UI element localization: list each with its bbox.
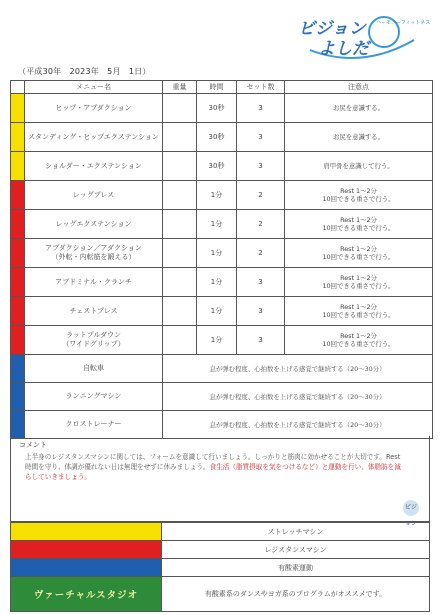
- cardio-note-cell: 息が弾む程度、心拍数を上げる感覚で継続する（20〜30分）: [163, 411, 433, 439]
- category-color-bar: [11, 326, 25, 355]
- category-color-bar: [11, 268, 25, 297]
- menu-name-cell: ラットプルダウン （ワイドグリップ）: [25, 326, 163, 355]
- menu-sets-cell: 3: [237, 152, 285, 181]
- header-cell: メニュー名: [25, 81, 163, 94]
- menu-sets-cell: 3: [237, 297, 285, 326]
- comment-body: 上半身のレジスタンスマシンに関しては、フォームを意識して行いましょう。しっかりと筋肉に効かせることが大切です。Rest時間を守り、体調が優れない日は無理をせずに休みましょう。: [25, 453, 401, 472]
- cardio-note-cell: 息が弾む程度、心拍数を上げる感覚で継続する（20〜30分）: [163, 383, 433, 411]
- category-color-bar: [11, 152, 25, 181]
- menu-weight-cell: [163, 181, 197, 210]
- menu-note-cell: Rest 1〜2分 10回できる重さで行う。: [285, 210, 433, 239]
- cardio-row: [11, 355, 433, 383]
- menu-sets-cell: 3: [237, 326, 285, 355]
- menu-name-cell: スタンディング・ヒップエクステンション: [25, 123, 163, 152]
- menu-sets-cell: 2: [237, 239, 285, 268]
- legend-swatch: [11, 523, 162, 541]
- menu-weight-cell: [163, 268, 197, 297]
- menu-row: [11, 268, 433, 297]
- vision-badge-icon: ビジョン: [403, 500, 419, 516]
- menu-name-cell: レッグプレス: [25, 181, 163, 210]
- menu-time-cell: 1分: [197, 210, 237, 239]
- legend-label: 有酸素運動: [162, 559, 430, 577]
- menu-time-cell: 30秒: [197, 123, 237, 152]
- legend-swatch: [11, 559, 162, 577]
- menu-name-cell: ショルダー・エクステンション: [25, 152, 163, 181]
- header-cell: セット数: [237, 81, 285, 94]
- menu-weight-cell: [163, 326, 197, 355]
- header-cell: 注意点: [285, 81, 433, 94]
- comment-highlight: 食生活（脂質摂取を気をつけるなど）と運動を行い、体脂肪を減らしていきましょう。: [25, 463, 401, 482]
- menu-sets-cell: 2: [237, 181, 285, 210]
- menu-note-cell: 肩甲骨を意識して行う。: [285, 152, 433, 181]
- vision-yoshida-logo: [292, 10, 432, 62]
- comment-title: コメント: [19, 441, 47, 449]
- legend-row: [11, 523, 430, 541]
- menu-name-cell: レッグエクステンション: [25, 210, 163, 239]
- table-header-row: [11, 81, 433, 94]
- svg-text:ビジョン: ビジョン: [298, 19, 366, 39]
- legend-label: レジスタンスマシン: [162, 541, 430, 559]
- category-color-bar: [11, 239, 25, 268]
- color-legend: [10, 522, 430, 612]
- category-color-bar: [11, 355, 25, 383]
- menu-time-cell: 1分: [197, 326, 237, 355]
- studio-description: 有酸素系のダンスやヨガ系のプログラムがオススメです。: [162, 577, 430, 612]
- cardio-note-cell: 息が弾む程度、心拍数を上げる感覚で継続する（20〜30分）: [163, 355, 433, 383]
- menu-row: [11, 181, 433, 210]
- studio-row: [11, 577, 430, 612]
- menu-weight-cell: [163, 210, 197, 239]
- cardio-name-cell: 自転車: [25, 355, 163, 383]
- svg-text:よしだ: よしだ: [318, 39, 369, 59]
- category-color-bar: [11, 297, 25, 326]
- document-date: （平成30年 2023年 5月 1日）: [18, 67, 151, 76]
- menu-sets-cell: 3: [237, 94, 285, 123]
- menu-time-cell: 1分: [197, 268, 237, 297]
- studio-label: ヴァーチャルスタジオ: [11, 577, 162, 612]
- menu-note-cell: お尻を意識する。: [285, 123, 433, 152]
- header-cell: 重量: [163, 81, 197, 94]
- legend-swatch: [11, 541, 162, 559]
- menu-time-cell: 30秒: [197, 152, 237, 181]
- legend-label: ストレッチマシン: [162, 523, 430, 541]
- menu-row: [11, 326, 433, 355]
- category-color-bar: [11, 94, 25, 123]
- training-menu-table: [10, 80, 433, 439]
- menu-row: [11, 94, 433, 123]
- cardio-row: [11, 411, 433, 439]
- menu-row: [11, 210, 433, 239]
- menu-row: [11, 239, 433, 268]
- category-color-bar: [11, 210, 25, 239]
- menu-name-cell: ヒップ・アブダクション: [25, 94, 163, 123]
- legend-row: [11, 541, 430, 559]
- menu-weight-cell: [163, 94, 197, 123]
- header-cell: 時間: [197, 81, 237, 94]
- menu-name-cell: アブダクション／アダクション （外転・内転筋を鍛える）: [25, 239, 163, 268]
- menu-row: [11, 123, 433, 152]
- menu-note-cell: Rest 1〜2分 10回できる重さで行う。: [285, 297, 433, 326]
- menu-note-cell: Rest 1〜2分 10回できる重さで行う。: [285, 326, 433, 355]
- menu-time-cell: 1分: [197, 181, 237, 210]
- menu-weight-cell: [163, 297, 197, 326]
- cardio-name-cell: ランニングマシン: [25, 383, 163, 411]
- menu-row: [11, 152, 433, 181]
- category-color-bar: [11, 383, 25, 411]
- menu-note-cell: Rest 1〜2分 10回できる重さで行う。: [285, 268, 433, 297]
- menu-weight-cell: [163, 239, 197, 268]
- menu-sets-cell: 2: [237, 210, 285, 239]
- category-color-bar: [11, 411, 25, 439]
- menu-weight-cell: [163, 123, 197, 152]
- menu-note-cell: Rest 1〜2分 10回できる重さで行う。: [285, 239, 433, 268]
- menu-time-cell: 30秒: [197, 94, 237, 123]
- header-spacer: [11, 81, 25, 94]
- menu-sets-cell: 3: [237, 268, 285, 297]
- menu-weight-cell: [163, 152, 197, 181]
- menu-sets-cell: 3: [237, 123, 285, 152]
- menu-note-cell: お尻を意識する。: [285, 94, 433, 123]
- menu-row: [11, 297, 433, 326]
- category-color-bar: [11, 123, 25, 152]
- cardio-name-cell: クロストレーナー: [25, 411, 163, 439]
- category-color-bar: [11, 181, 25, 210]
- comment-box: [10, 436, 430, 527]
- svg-text:ハーモニーフィットネス: ハーモニーフィットネス: [376, 20, 431, 26]
- menu-name-cell: アブドミナル・クランチ: [25, 268, 163, 297]
- legend-row: [11, 559, 430, 577]
- menu-time-cell: 1分: [197, 297, 237, 326]
- menu-note-cell: Rest 1〜2分 10回できる重さで行う。: [285, 181, 433, 210]
- comment-text: [25, 452, 405, 483]
- cardio-row: [11, 383, 433, 411]
- menu-time-cell: 1分: [197, 239, 237, 268]
- menu-name-cell: チェストプレス: [25, 297, 163, 326]
